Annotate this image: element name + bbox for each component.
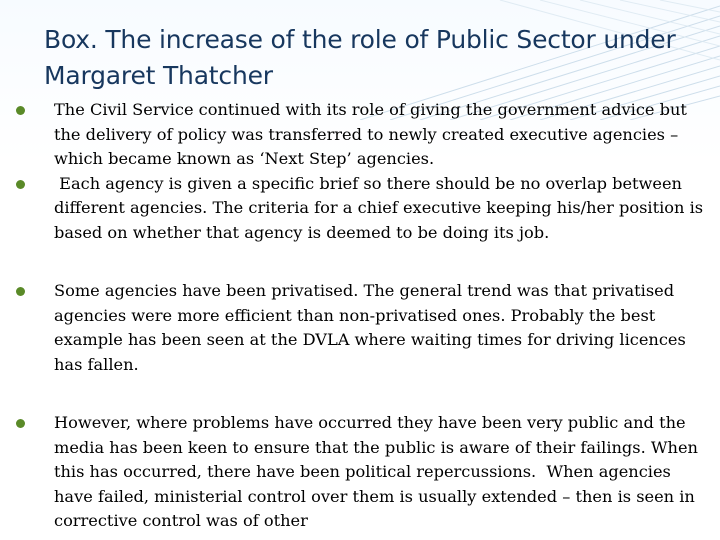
bullet-dot-icon <box>16 106 25 115</box>
bullet-item <box>16 279 712 377</box>
bullet-text: The Civil Service continued with its role of giving the government advice but the delivery of policy was transferred to newly created executive agencies – which became known as ‘Next Step’ agencies. <box>54 100 687 168</box>
bullet-dot-icon <box>16 419 25 428</box>
bullet-dot-icon <box>16 180 25 189</box>
slide-title: Box. The increase of the role of Public Sector under Margaret Thatcher <box>44 25 676 90</box>
bullet-dot-icon <box>16 287 25 296</box>
bullet-item <box>16 411 712 534</box>
bullet-text: Each agency is given a specific brief so there should be no overlap between different agencies. The criteria for a chief executive keeping his/her position is based on whether that agency is deemed to be doing its job. <box>54 173 709 242</box>
bullet-list <box>16 98 712 534</box>
bullet-item <box>16 172 712 246</box>
bullet-item <box>16 98 712 172</box>
bullet-text: Some agencies have been privatised. The general trend was that privatised agencies were more efficient than non-privatised ones. Probably the best example has been seen at the DVLA where waiting times for driving licences has fallen. <box>54 281 686 374</box>
bullet-text: However, where problems have occurred they have been very public and the media has been keen to ensure that the public is aware of their failings. When this has occurred, there have been political repercussions. When agencies have failed, ministerial control over them is usually extended – then is seen in corrective control was of other <box>54 413 704 530</box>
